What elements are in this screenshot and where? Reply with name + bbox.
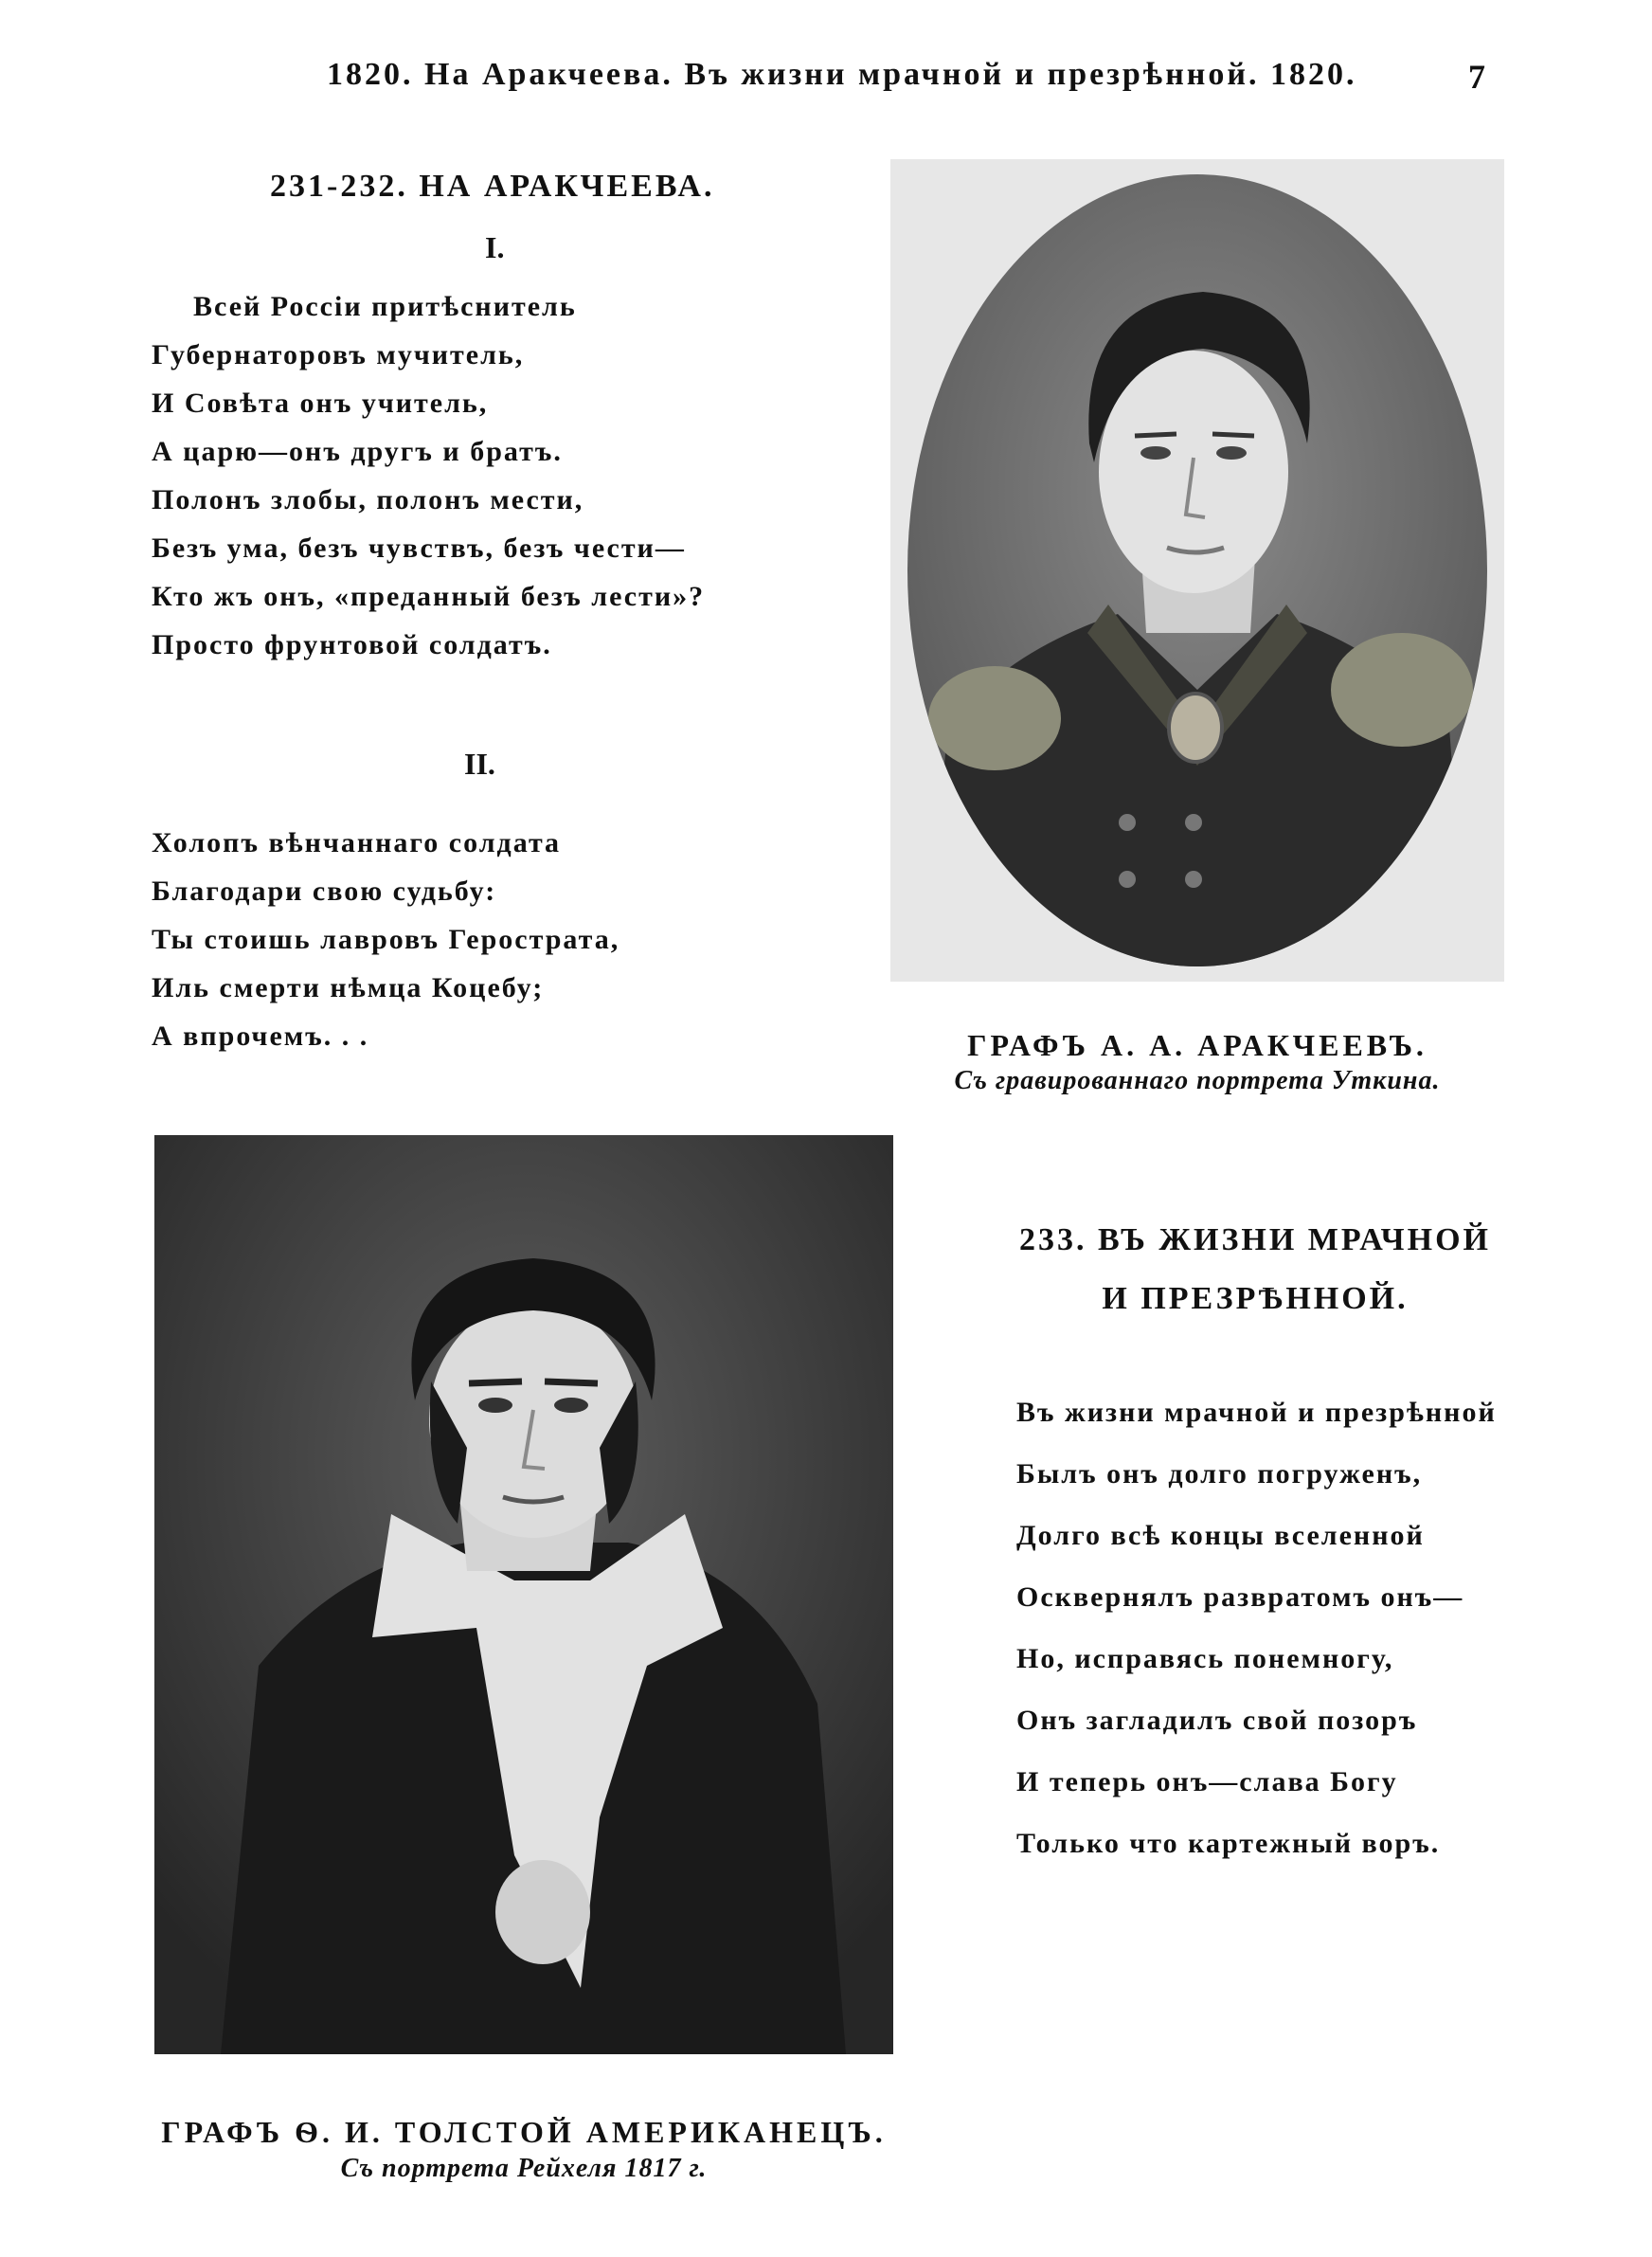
portrait-arakcheev-image [890, 159, 1504, 982]
verse-line: Былъ онъ долго погруженъ, [1016, 1458, 1423, 1490]
portrait-arakcheev-caption: ГРАФЪ А. А. АРАКЧЕЕВЪ. [967, 1028, 1428, 1062]
verse-line: Просто фрунтовой солдатъ. [152, 629, 552, 660]
poem-vzhizni-verse [1016, 1381, 1497, 1874]
portrait-tolstoy-image [154, 1135, 893, 2054]
verse-line: Полонъ злобы, полонъ мести, [152, 484, 584, 515]
verse-line: Осквернялъ развратомъ онъ— [1016, 1581, 1464, 1613]
verse-line: Благодари свою судьбу: [152, 876, 497, 907]
poem-title-vzhizni-line1: 233. ВЪ ЖИЗНИ МРАЧНОЙ [1019, 1222, 1491, 1257]
verse-line: Губернаторовъ мучитель, [152, 339, 525, 370]
running-head: 1820. На Аракчеева. Въ жизни мрачной и презрѣнной. 1820. [327, 57, 1357, 92]
verse-line: Всей Россіи притѣснитель [193, 291, 577, 322]
portrait-arakcheev [890, 159, 1504, 982]
verse-line: Иль смерти нѣмца Коцебу; [152, 972, 545, 1003]
portrait-arakcheev-source: Съ гравированнаго портрета Уткина. [954, 1066, 1441, 1095]
verse-line: Холопъ вѣнчаннаго солдата [152, 827, 562, 858]
verse-line: Долго всѣ концы вселенной [1016, 1520, 1425, 1551]
verse-line: Но, исправясь понемногу, [1016, 1643, 1394, 1674]
page-number: 7 [1468, 58, 1485, 96]
poem-title-arakcheev: 231-232. НА АРАКЧЕЕВА. [270, 169, 715, 204]
poem-part-1-label: I. [485, 230, 505, 264]
portrait-tolstoy-caption: ГРАФЪ Ѳ. И. ТОЛСТОЙ АМЕРИКАНЕЦЪ. [161, 2115, 887, 2149]
verse-line: И теперь онъ—слава Богу [1016, 1766, 1398, 1797]
verse-line: Ты стоишь лавровъ Герострата, [152, 924, 620, 955]
verse-line: Только что картежный воръ. [1016, 1828, 1441, 1859]
verse-line: Безъ ума, безъ чувствъ, безъ чести— [152, 533, 686, 564]
portrait-tolstoy [154, 1135, 893, 2054]
portrait-tolstoy-source: Съ портрета Рейхеля 1817 г. [340, 2154, 708, 2183]
verse-line: Кто жъ онъ, «преданный безъ лести»? [152, 581, 706, 612]
poem-part-1-verse [152, 282, 705, 669]
page-header [0, 57, 1652, 114]
verse-line: И Совѣта онъ учитель, [152, 388, 489, 419]
verse-line: Въ жизни мрачной и презрѣнной [1016, 1397, 1497, 1428]
verse-line: Онъ загладилъ свой позоръ [1016, 1705, 1418, 1736]
poem-part-2-verse [152, 819, 620, 1060]
poem-title-vzhizni-line2: И ПРЕЗРѢННОЙ. [1102, 1281, 1409, 1316]
poem-part-2-label: II. [464, 747, 495, 781]
verse-line: А царю—онъ другъ и братъ. [152, 436, 563, 467]
verse-line: А впрочемъ. . . [152, 1020, 369, 1052]
